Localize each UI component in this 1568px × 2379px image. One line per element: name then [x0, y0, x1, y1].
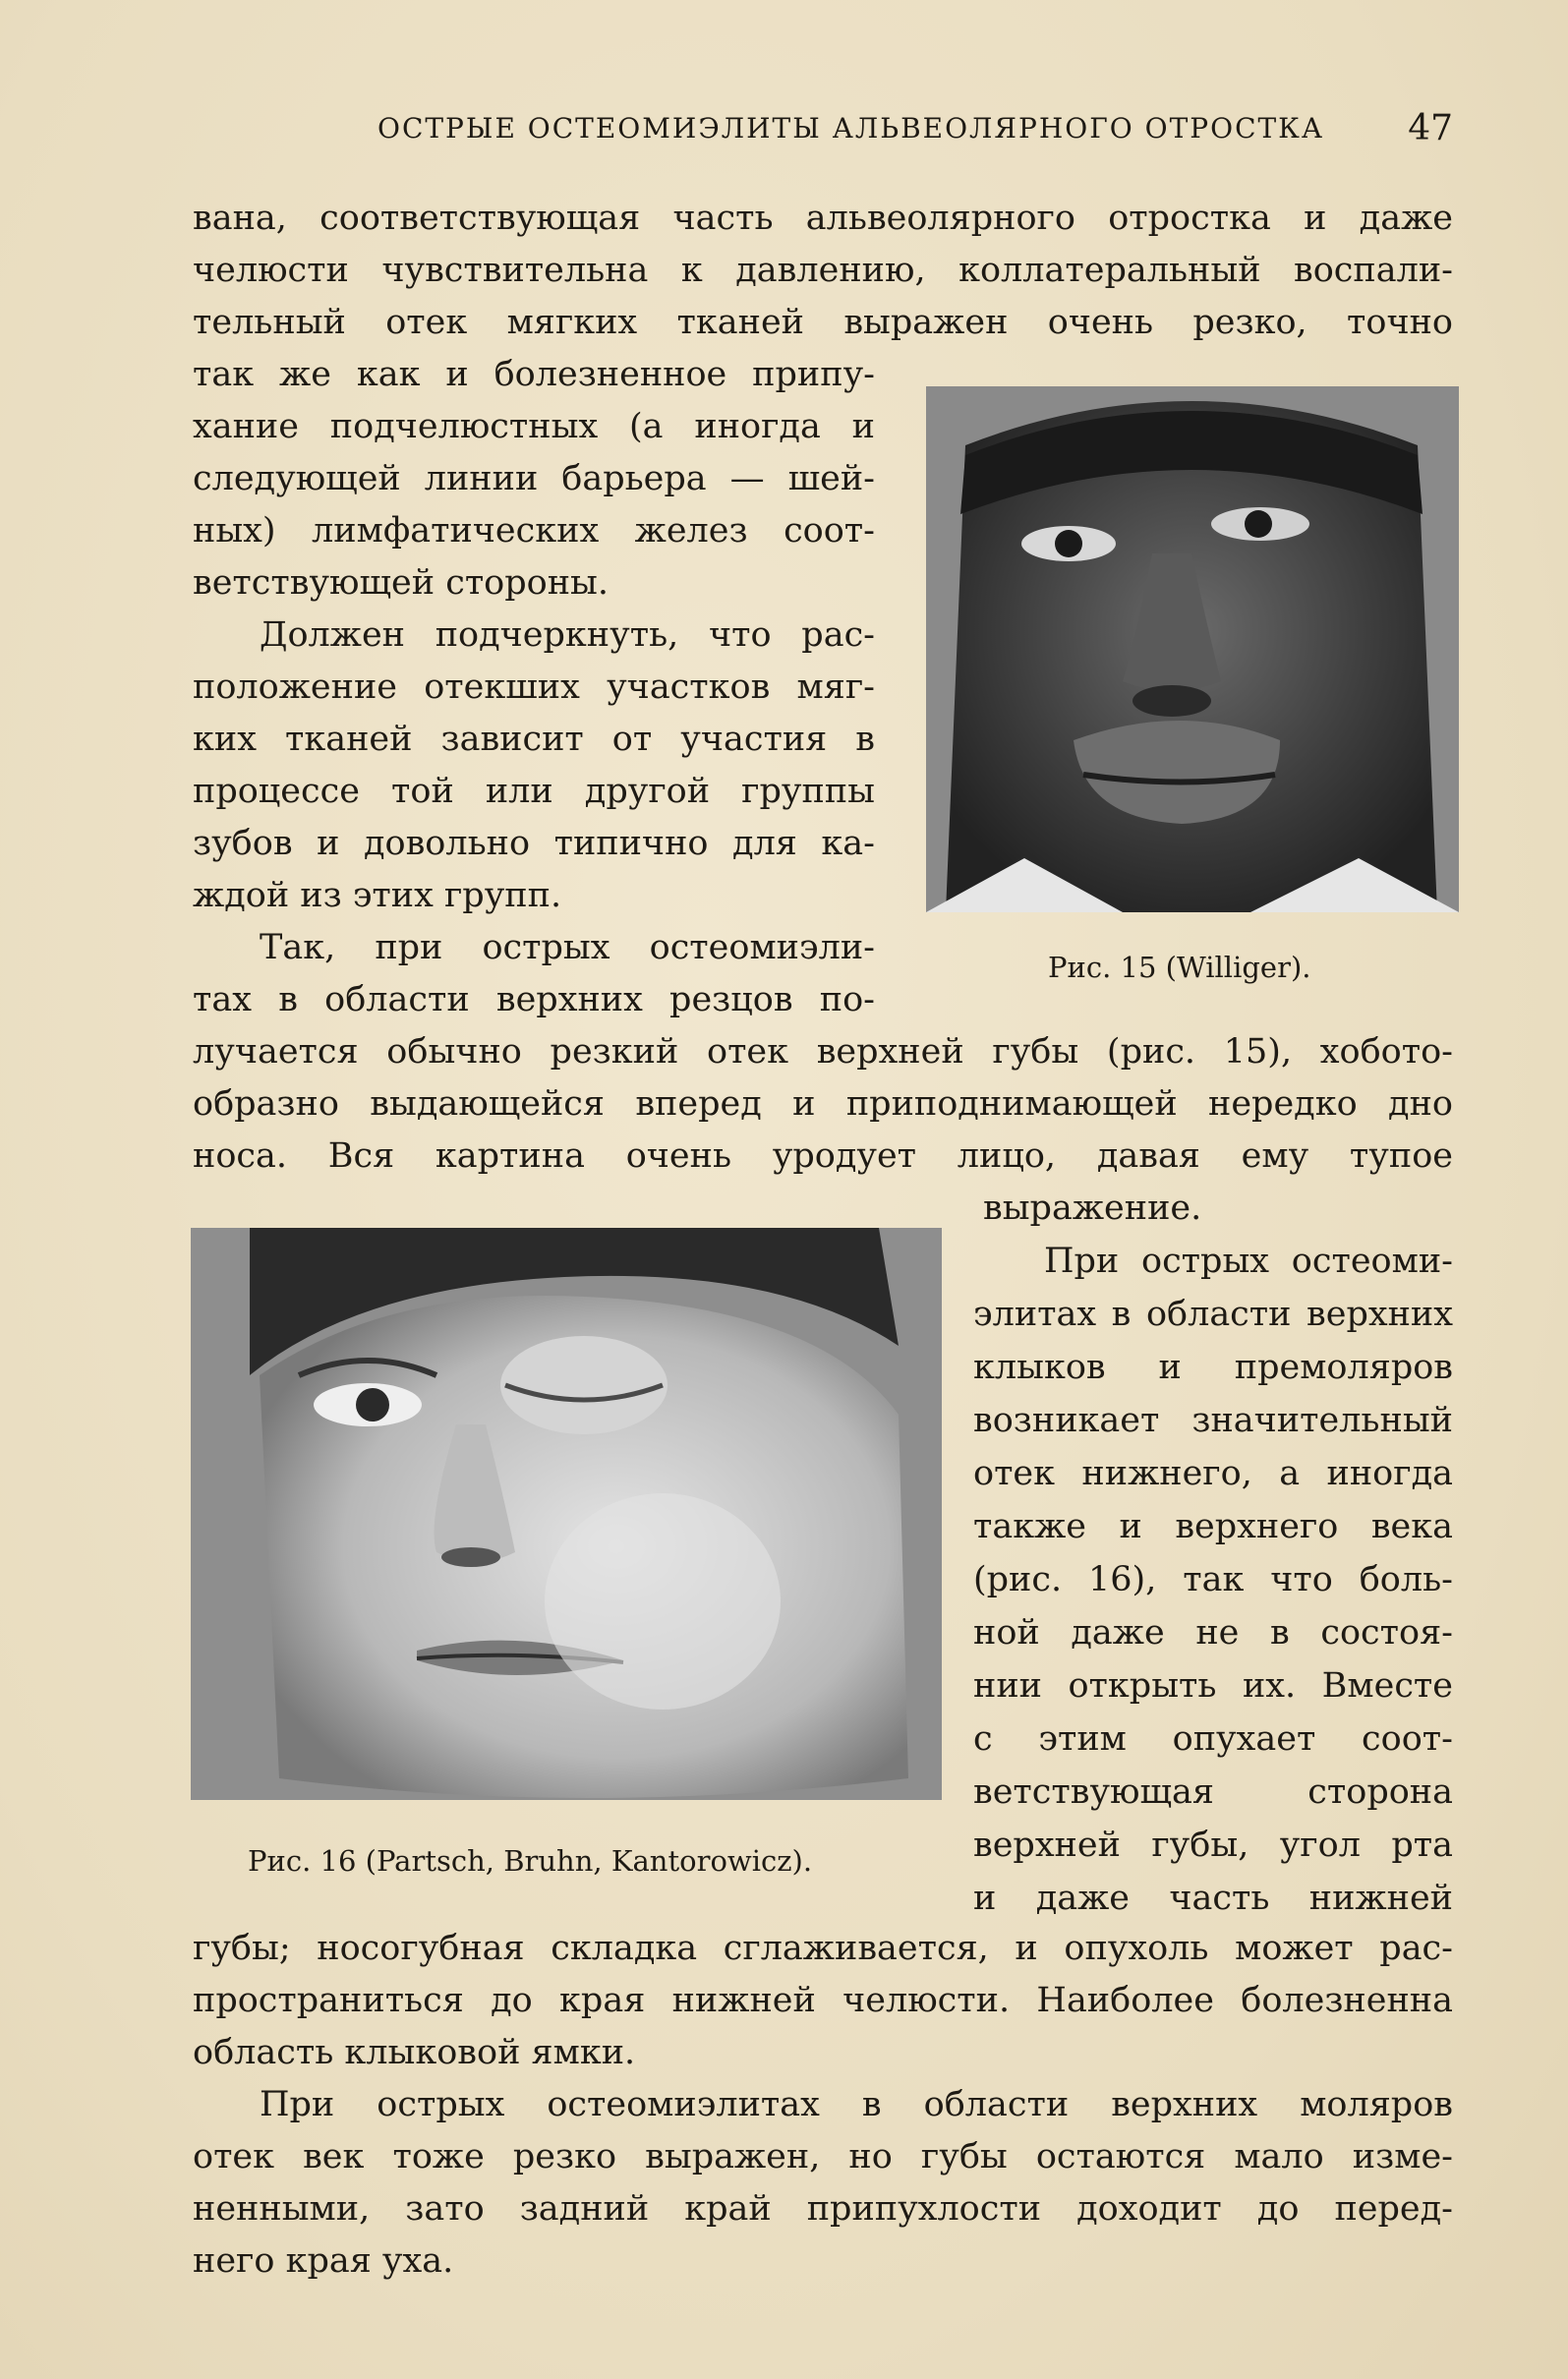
text-line: пространиться до края нижней челюсти. Наиболее болезненна	[193, 1981, 1453, 2020]
text-line: ких тканей зависит от участия в	[193, 720, 875, 759]
text-line: образно выдающейся вперед и приподнимающей нередко дно	[193, 1084, 1453, 1124]
text-line: область клыковой ямки.	[193, 2033, 636, 2072]
running-head	[193, 106, 1453, 151]
text-line: лучается обычно резкий отек верхней губы (рис. 15), хобото-	[193, 1032, 1453, 1072]
text-line: носа. Вся картина очень уродует лицо, давая ему тупое	[193, 1136, 1453, 1176]
text-line: тельный отек мягких тканей выражен очень резко, точно	[193, 303, 1453, 342]
text-line: ждой из этих групп.	[193, 876, 562, 915]
figure-15-caption: Рис. 15 (Williger).	[1048, 951, 1311, 984]
text-line: При острых остеоми-	[1044, 1242, 1453, 1281]
text-line: клыков и премоляров	[973, 1348, 1453, 1387]
text-line: элитах в области верхних	[973, 1295, 1453, 1334]
text-line: При острых остеомиэлитах в области верхних моляров	[260, 2085, 1453, 2124]
running-title: ОСТРЫЕ ОСТЕОМИЭЛИТЫ АЛЬВЕОЛЯРНОГО ОТРОСТКА	[377, 112, 1325, 145]
text-line: Должен подчеркнуть, что рас-	[260, 615, 875, 655]
text-line: отек век тоже резко выражен, но губы остаются мало изме-	[193, 2137, 1453, 2176]
text-line: процессе той или другой группы	[193, 772, 875, 811]
text-line: возникает значительный	[973, 1401, 1453, 1440]
text-line: выражение.	[983, 1189, 1202, 1228]
text-line: так же как и болезненное припу-	[193, 355, 875, 394]
text-line: (рис. 16), так что боль-	[973, 1560, 1453, 1599]
text-line: верхней губы, угол рта	[973, 1826, 1453, 1865]
text-line: тах в области верхних резцов по-	[193, 980, 875, 1019]
text-line: Так, при острых остеомиэли-	[260, 928, 875, 967]
text-line: следующей линии барьера — шей-	[193, 459, 875, 498]
text-line: нии открыть их. Вместе	[973, 1666, 1453, 1706]
text-line: ветствующая сторона	[973, 1772, 1453, 1812]
page-number: 47	[1408, 108, 1453, 148]
text-line: ветствующей стороны.	[193, 563, 610, 603]
text-line: вана, соответствующая часть альвеолярного отростка и даже	[193, 199, 1453, 238]
figure-15-photo	[926, 386, 1459, 912]
text-line: положение отекших участков мяг-	[193, 667, 875, 707]
figure-16-caption: Рис. 16 (Partsch, Bruhn, Kantorowicz).	[248, 1844, 813, 1878]
text-line: также и верхнего века	[973, 1507, 1453, 1546]
text-line: хание подчелюстных (а иногда и	[193, 407, 875, 446]
figure-16-photo	[191, 1228, 942, 1800]
text-line: отек нижнего, а иногда	[973, 1454, 1453, 1493]
text-line: челюсти чувствительна к давлению, коллатеральный воспали-	[193, 251, 1453, 290]
text-line: ненными, зато задний край припухлости доходит до перед-	[193, 2189, 1453, 2229]
text-line: губы; носогубная складка сглаживается, и опухоль может рас-	[193, 1929, 1453, 1968]
text-line: ной даже не в состоя-	[973, 1613, 1453, 1653]
text-line: и даже часть нижней	[973, 1879, 1453, 1918]
text-line: с этим опухает соот-	[973, 1719, 1453, 1759]
text-line: ных) лимфатических желез соот-	[193, 511, 875, 551]
text-line: зубов и довольно типично для ка-	[193, 824, 875, 863]
text-line: него края уха.	[193, 2241, 454, 2281]
